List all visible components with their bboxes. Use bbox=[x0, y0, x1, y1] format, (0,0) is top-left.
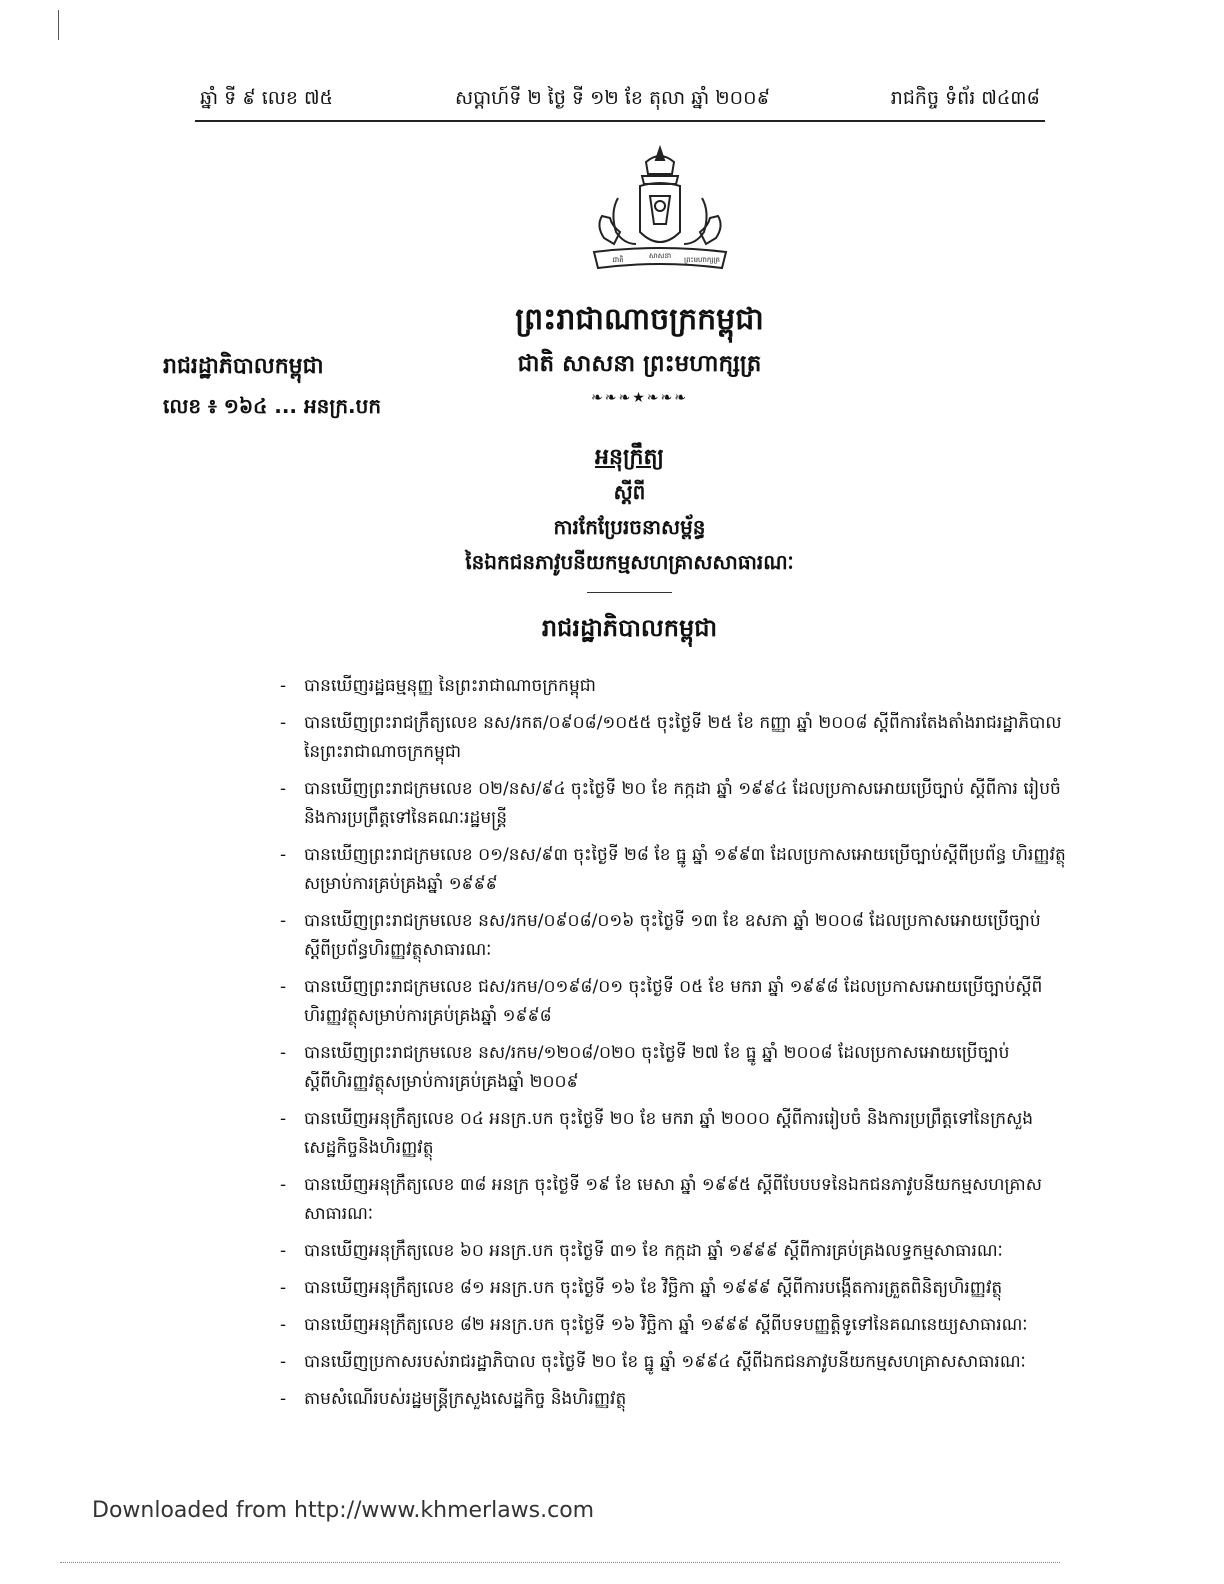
clause-dash: - bbox=[280, 713, 287, 733]
header-date: សប្តាហ៍ទី ២ ថ្ងៃ ទី ១២ ខែ តុលា ឆ្នាំ ២០០៩ bbox=[455, 87, 771, 109]
header-rule bbox=[195, 120, 1045, 122]
header-page: រាជកិច្ច ទំព័រ ៧៤៣៨ bbox=[890, 87, 1040, 109]
clause-item bbox=[280, 1311, 1070, 1340]
title-about: ស្តីពី bbox=[613, 480, 646, 504]
clause-item bbox=[280, 709, 1070, 767]
clause-item bbox=[280, 1274, 1070, 1303]
clause-dash: - bbox=[280, 676, 287, 696]
document-number: លេខ ៖ ១៦៤ ... អនក្រ.បក bbox=[163, 394, 382, 418]
clause-dash: - bbox=[280, 845, 287, 865]
clause-text: បានឃើញព្រះរាជក្រឹត្យលេខ នស/រកត/០៩០៨/១០៥៥ ចុះថ្ងៃទី ២៥ ខែ កញ្ញា ឆ្នាំ ២០០៨ ស្តីពីការតែងតាំងរាជរដ្ឋាភិបាល នៃព្រះរាជាណាចក្រកម្ពុជា bbox=[304, 713, 1062, 762]
clause-text: បានឃើញព្រះរាជក្រមលេខ ជស/រកម/០១៩៨/០១ ចុះថ្ងៃទី ០៥ ខែ មករា ឆ្នាំ ១៩៩៨ ដែលប្រកាសអោយប្រើច្បាប់ស្តីពី ហិរញ្ញវត្ថុសម្រាប់ការគ្រប់គ្រងឆ្នាំ ១៩៩៨ bbox=[304, 977, 1043, 1026]
clause-dash: - bbox=[280, 1278, 287, 1298]
title-line-1: ការកែប្រែរចនាសម្ព័ន្ធ bbox=[553, 515, 706, 539]
clause-item bbox=[280, 1105, 1070, 1163]
national-motto: ជាតិ សាសនា ព្រះមហាក្សត្រ bbox=[517, 351, 762, 377]
clause-text: បានឃើញអនុក្រឹត្យលេខ ៨២ អនក្រ.បក ចុះថ្ងៃទី ១៦ វិច្ឆិកា ឆ្នាំ ១៩៩៩ ស្តីពីបទបញ្ញត្តិទូទៅនៃគណនេយ្យសាធារណៈ bbox=[304, 1315, 1028, 1335]
clause-item bbox=[280, 1171, 1070, 1229]
clause-text: តាមសំណើរបស់រដ្ឋមន្ត្រីក្រសួងសេដ្ឋកិច្ច និងហិរញ្ញវត្ថុ bbox=[304, 1389, 627, 1409]
download-source-footer: Downloaded from http://www.khmerlaws.com bbox=[92, 1498, 595, 1523]
clause-text: បានឃើញអនុក្រឹត្យលេខ ៨១ អនក្រ.បក ចុះថ្ងៃទី ១៦ ខែ វិច្ឆិកា ឆ្នាំ ១៩៩៩ ស្តីពីការបង្កើតការត្រួតពិនិត្យហិរញ្ញវត្ថុ bbox=[304, 1278, 1003, 1298]
clause-item bbox=[280, 907, 1070, 965]
emblem-banner-left: ជាតិ bbox=[612, 256, 624, 264]
clause-dash: - bbox=[280, 977, 287, 997]
clause-dash: - bbox=[280, 1389, 287, 1409]
clause-text: បានឃើញអនុក្រឹត្យលេខ ០៤ អនក្រ.បក ចុះថ្ងៃទី ២០ ខែ មករា ឆ្នាំ ២០០០ ស្តីពីការរៀបចំ និងការប្រព្រឹត្តទៅនៃក្រសួង សេដ្ឋកិច្ចនិងហិរញ្ញវត្ថុ bbox=[304, 1109, 1034, 1158]
clause-dash: - bbox=[280, 1109, 287, 1129]
royal-emblem-icon bbox=[580, 140, 740, 285]
clause-text: បានឃើញអនុក្រឹត្យលេខ ៣៨ អនក្រ ចុះថ្ងៃទី ១៩ ខែ មេសា ឆ្នាំ ១៩៩៥ ស្តីពីបែបបទនៃឯកជនភាវូបនីយកម្មសហគ្រាស សាធារណៈ bbox=[304, 1175, 1042, 1224]
emblem-banner-center: សាសនា bbox=[648, 252, 672, 260]
clause-dash: - bbox=[280, 1352, 287, 1372]
clause-dash: - bbox=[280, 1315, 287, 1335]
clause-dash: - bbox=[280, 1241, 287, 1261]
document-type: អនុក្រឹត្យ bbox=[595, 445, 664, 470]
clause-text: បានឃើញព្រះរាជក្រមលេខ ០២/នស/៩៤ ចុះថ្ងៃទី ២០ ខែ កក្កដា ឆ្នាំ ១៩៩៤ ដែលប្រកាសអោយប្រើច្បាប់ ស្តីពីការ រៀបចំ និងការប្រព្រឹត្តទៅនៃគណៈរដ្ឋមន្ត្រី bbox=[304, 779, 1061, 828]
title-line-2: នៃឯកជនភាវូបនីយកម្មសហគ្រាសសាធារណៈ bbox=[465, 550, 794, 574]
clause-item bbox=[280, 672, 1070, 701]
clause-dash: - bbox=[280, 911, 287, 931]
preamble-clauses bbox=[280, 672, 1070, 1422]
clause-item bbox=[280, 1039, 1070, 1097]
clause-item bbox=[280, 1237, 1070, 1266]
kingdom-title: ព្រះរាជាណាចក្រកម្ពុជា bbox=[515, 302, 764, 337]
ornament-divider: ❧❧❧★❧❧❧ bbox=[591, 390, 688, 406]
clause-text: បានឃើញអនុក្រឹត្យលេខ ៦០ អនក្រ.បក ចុះថ្ងៃទី ៣១ ខែ កក្កដា ឆ្នាំ ១៩៩៩ ស្តីពីការគ្រប់គ្រងលទ្ធកម្មសាធារណៈ bbox=[304, 1241, 1003, 1261]
clause-dash: - bbox=[280, 1043, 287, 1063]
clause-text: បានឃើញព្រះរាជក្រមលេខ នស/រកម/០៩០៨/០១៦ ចុះថ្ងៃទី ១៣ ខែ ឧសភា ឆ្នាំ ២០០៨ ដែលប្រកាសអោយប្រើច្បាប់ ស្តីពីប្រព័ន្ធហិរញ្ញវត្ថុសាធារណៈ bbox=[304, 911, 1041, 960]
header-issue: ឆ្នាំ ទី ៩ លេខ ៧៥ bbox=[200, 87, 333, 109]
scan-edge-mark bbox=[58, 10, 59, 40]
clause-dash: - bbox=[280, 1175, 287, 1195]
clause-item bbox=[280, 1348, 1070, 1377]
clause-text: បានឃើញព្រះរាជក្រមលេខ ០១/នស/៩៣ ចុះថ្ងៃទី ២៨ ខែ ធ្នូ ឆ្នាំ ១៩៩៣ ដែលប្រកាសអោយប្រើច្បាប់ស្តីពីប្រព័ន្ធ ហិរញ្ញវត្ថុសម្រាប់ការគ្រប់គ្រងឆ្នាំ ១៩៩៩ bbox=[304, 845, 1066, 894]
scan-bottom-edge bbox=[60, 1562, 1060, 1563]
clause-text: បានឃើញរដ្ឋធម្មនុញ្ញ នៃព្រះរាជាណាចក្រកម្ពុជា bbox=[304, 676, 596, 696]
title-rule bbox=[587, 592, 672, 593]
title-government: រាជរដ្ឋាភិបាលកម្ពុជា bbox=[541, 614, 718, 642]
clause-item bbox=[280, 973, 1070, 1031]
clause-text: បានឃើញប្រកាសរបស់រាជរដ្ឋាភិបាល ចុះថ្ងៃទី ២០ ខែ ធ្នូ ឆ្នាំ ១៩៩៤ ស្តីពីឯកជនភាវូបនីយកម្មសហគ្រាសសាធារណៈ bbox=[304, 1352, 1026, 1372]
clause-item bbox=[280, 841, 1070, 899]
issuer-name: រាជរដ្ឋាភិបាលកម្ពុជា bbox=[163, 354, 324, 379]
title-block bbox=[0, 440, 1224, 648]
clause-dash: - bbox=[280, 779, 287, 799]
clause-item bbox=[280, 1385, 1070, 1414]
clause-item bbox=[280, 775, 1070, 833]
emblem-banner-right: ព្រះមហាក្សត្រ bbox=[684, 256, 720, 264]
clause-text: បានឃើញព្រះរាជក្រមលេខ នស/រកម/១២០៨/០២០ ចុះថ្ងៃទី ២៧ ខែ ធ្នូ ឆ្នាំ ២០០៨ ដែលប្រកាសអោយប្រើច្បាប់ ស្តីពីហិរញ្ញវត្ថុសម្រាប់ការគ្រប់គ្រងឆ្នាំ ២០០៩ bbox=[304, 1043, 1010, 1092]
gazette-header bbox=[200, 86, 1040, 116]
